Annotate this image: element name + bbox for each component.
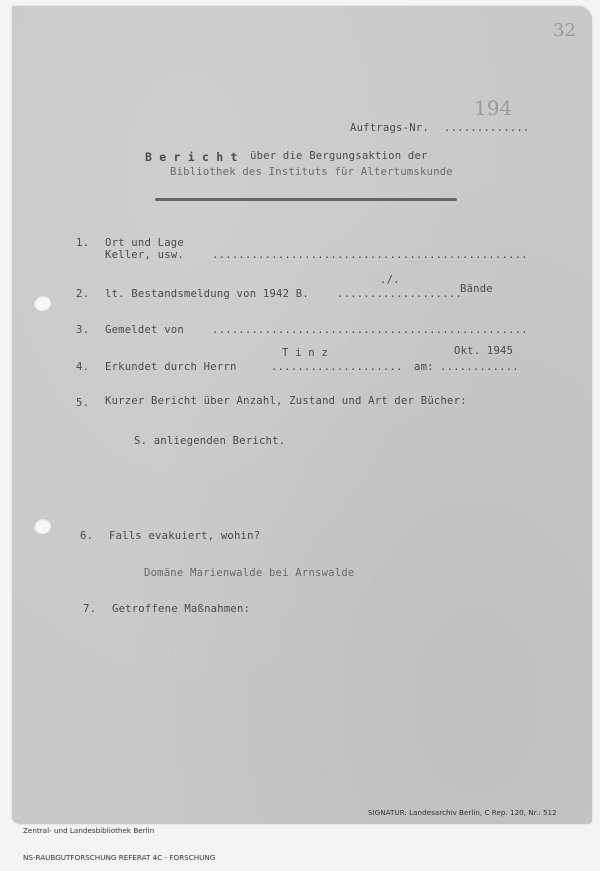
title-bericht: B e r i c h t bbox=[145, 150, 238, 164]
footer-signature: SIGNATUR: Landesarchiv Berlin, C Rep. 120, Nr.: 512 bbox=[368, 808, 557, 817]
item-1-label: Ort und Lage bbox=[105, 237, 184, 249]
item-2-value: ./. bbox=[380, 274, 400, 286]
item-5-number: 5. bbox=[76, 397, 90, 409]
page-number-pencil: 32 bbox=[553, 20, 576, 41]
order-number-pencil: 194 bbox=[474, 96, 513, 120]
item-5-value: S. anliegenden Bericht. bbox=[134, 435, 286, 447]
title-underline bbox=[155, 198, 457, 201]
item-7-label: Getroffene Maßnahmen: bbox=[112, 603, 251, 615]
item-3-label: Gemeldet von bbox=[105, 324, 184, 336]
item-6-value: Domäne Marienwalde bei Arnswalde bbox=[144, 567, 355, 579]
item-2-dots: ................... bbox=[337, 288, 462, 300]
item-4-label: Erkundet durch Herrn bbox=[105, 361, 237, 373]
item-5-label: Kurzer Bericht über Anzahl, Zustand und Art der Bücher: bbox=[105, 395, 467, 407]
item-4-number: 4. bbox=[76, 361, 90, 373]
item-4-dots: .................... bbox=[271, 361, 403, 373]
document-page bbox=[12, 6, 592, 824]
item-3-dots: ................................................ bbox=[212, 324, 528, 336]
item-4-date-dots: ............ bbox=[440, 361, 519, 373]
item-4-date-label: am: bbox=[414, 361, 434, 373]
item-2-label: lt. Bestandsmeldung von 1942 B. bbox=[105, 288, 309, 300]
punch-hole-top bbox=[33, 295, 51, 311]
item-3-number: 3. bbox=[76, 324, 90, 336]
item-4-date-value: Okt. 1945 bbox=[454, 345, 514, 357]
item-7-number: 7. bbox=[83, 603, 97, 615]
order-number-label: Auftrags-Nr. bbox=[350, 122, 429, 134]
footer-left bbox=[23, 808, 215, 871]
item-1-dots: ................................................ bbox=[212, 249, 528, 261]
item-1-number: 1. bbox=[76, 237, 90, 249]
order-number-dots: ............. bbox=[444, 122, 530, 134]
footer-institution: Zentral- und Landesbibliothek Berlin bbox=[23, 826, 155, 835]
item-2-suffix: Bände bbox=[460, 283, 493, 295]
item-6-number: 6. bbox=[80, 530, 94, 542]
footer-department: NS-RAUBGUTFORSCHUNG REFERAT 4C - FORSCHUNG bbox=[23, 853, 216, 862]
title-line1: über die Bergungsaktion der bbox=[250, 150, 428, 162]
title-line2: Bibliothek des Instituts für Altertumskunde bbox=[170, 166, 453, 178]
item-2-number: 2. bbox=[76, 288, 90, 300]
item-4-value: T i n z bbox=[282, 347, 329, 359]
item-1-label-line2: Keller, usw. bbox=[105, 249, 184, 261]
item-6-label: Falls evakuiert, wohin? bbox=[109, 530, 261, 542]
punch-hole-bottom bbox=[33, 518, 51, 534]
